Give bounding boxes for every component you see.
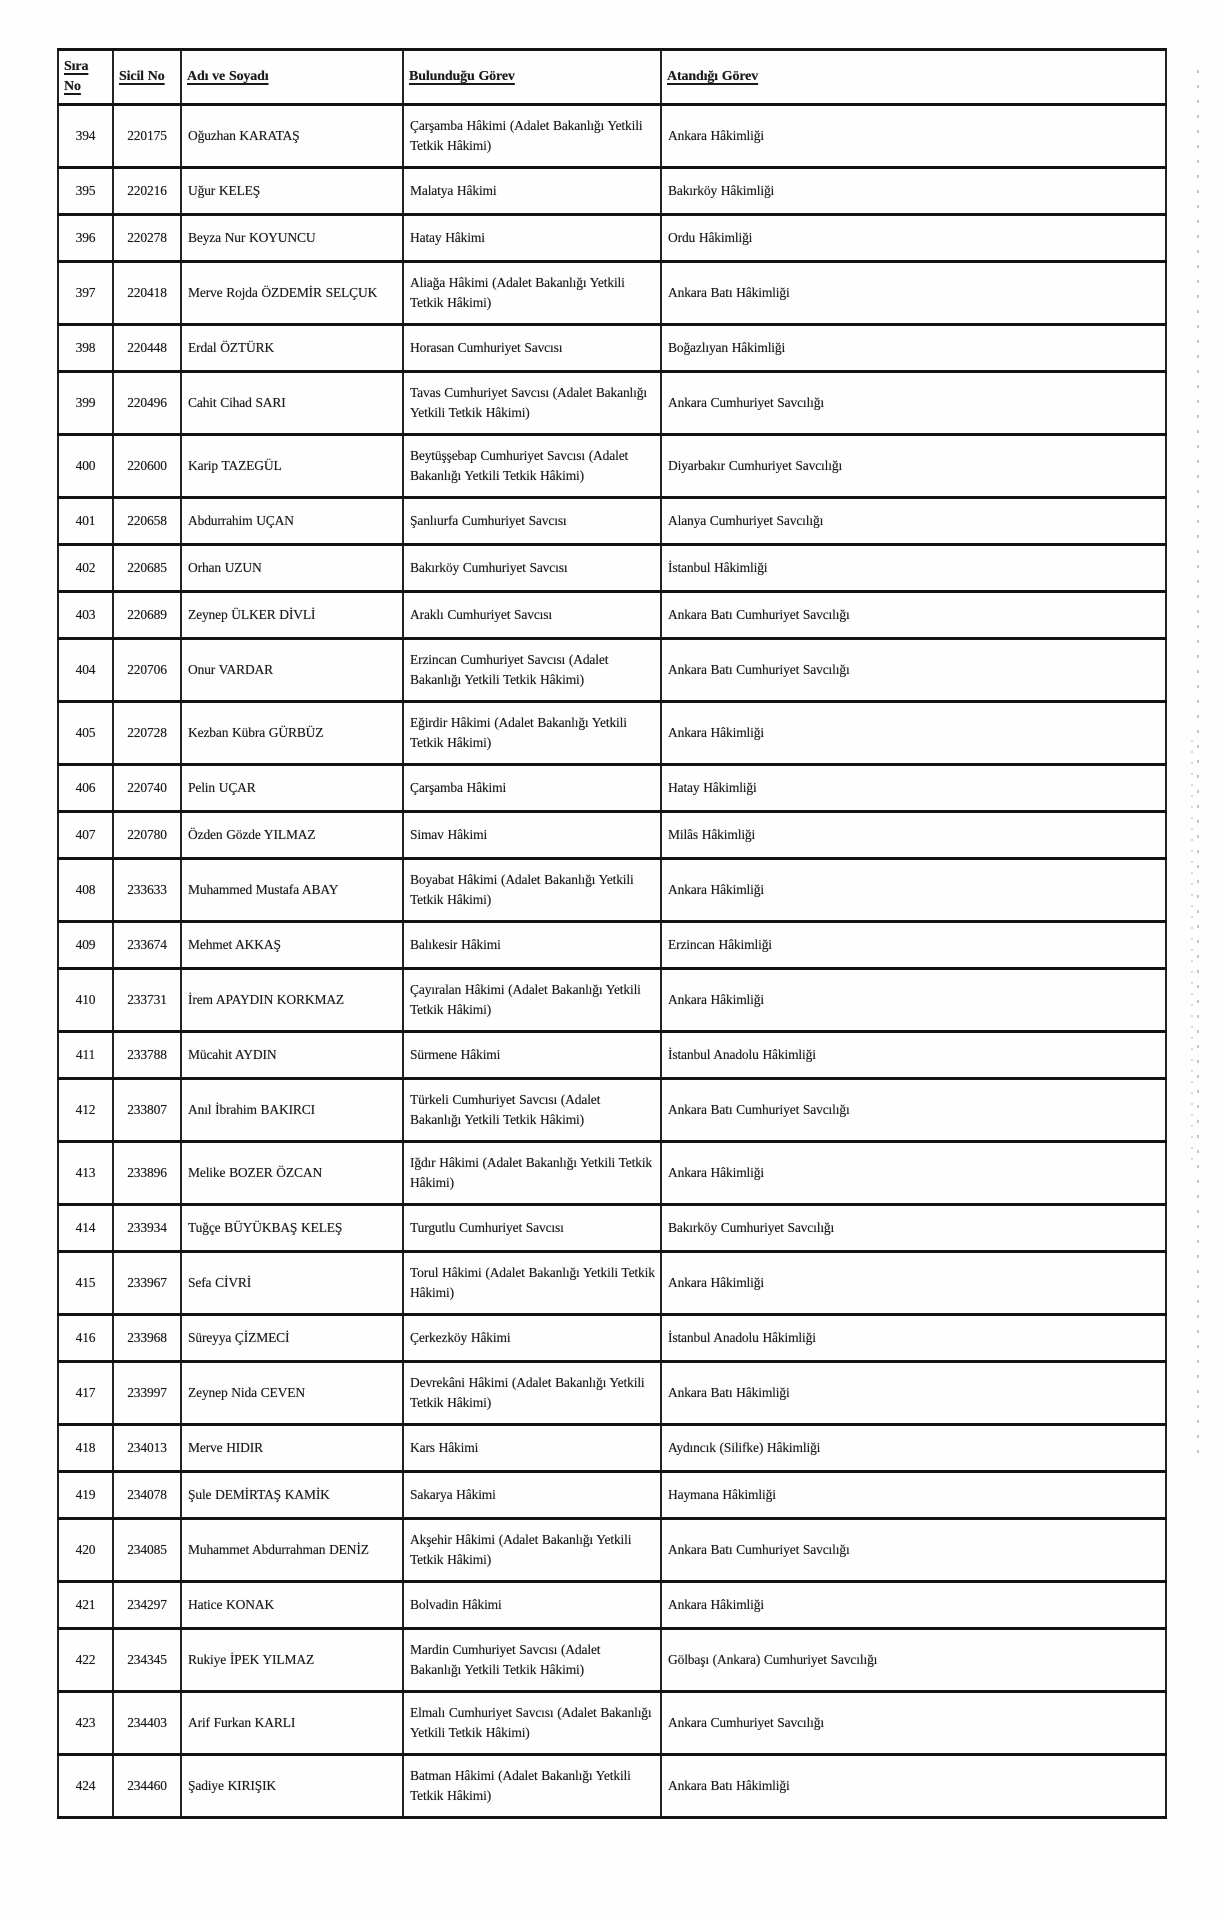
cell-bulundugu-gorev: Batman Hâkimi (Adalet Bakanlığı Yetkili Tetkik Hâkimi) <box>403 1755 661 1818</box>
cell-sira-no: 406 <box>58 765 113 812</box>
cell-adi-ve-soyadi: Süreyya ÇİZMECİ <box>181 1315 403 1362</box>
cell-sira-no: 417 <box>58 1362 113 1425</box>
cell-atandigi-gorev: Ankara Batı Hâkimliği <box>661 1755 1166 1818</box>
cell-atandigi-gorev: İstanbul Anadolu Hâkimliği <box>661 1315 1166 1362</box>
cell-atandigi-gorev: Ankara Batı Cumhuriyet Savcılığı <box>661 1519 1166 1582</box>
table-row <box>58 1692 1166 1755</box>
table-row <box>58 1582 1166 1629</box>
table-row <box>58 1205 1166 1252</box>
cell-atandigi-gorev: Erzincan Hâkimliği <box>661 922 1166 969</box>
cell-sicil-no: 233997 <box>113 1362 181 1425</box>
table-row <box>58 765 1166 812</box>
cell-sira-no: 402 <box>58 545 113 592</box>
cell-sicil-no: 220728 <box>113 702 181 765</box>
cell-sicil-no: 220658 <box>113 498 181 545</box>
cell-adi-ve-soyadi: Tuğçe BÜYÜKBAŞ KELEŞ <box>181 1205 403 1252</box>
cell-sicil-no: 220780 <box>113 812 181 859</box>
cell-bulundugu-gorev: Mardin Cumhuriyet Savcısı (Adalet Bakanlığı Yetkili Tetkik Hâkimi) <box>403 1629 661 1692</box>
cell-adi-ve-soyadi: Pelin UÇAR <box>181 765 403 812</box>
cell-bulundugu-gorev: Devrekâni Hâkimi (Adalet Bakanlığı Yetkili Tetkik Hâkimi) <box>403 1362 661 1425</box>
cell-sicil-no: 234085 <box>113 1519 181 1582</box>
cell-adi-ve-soyadi: Cahit Cihad SARI <box>181 372 403 435</box>
cell-sira-no: 407 <box>58 812 113 859</box>
cell-bulundugu-gorev: Bakırköy Cumhuriyet Savcısı <box>403 545 661 592</box>
cell-bulundugu-gorev: Balıkesir Hâkimi <box>403 922 661 969</box>
cell-atandigi-gorev: Bakırköy Hâkimliği <box>661 168 1166 215</box>
cell-bulundugu-gorev: Horasan Cumhuriyet Savcısı <box>403 325 661 372</box>
cell-bulundugu-gorev: Turgutlu Cumhuriyet Savcısı <box>403 1205 661 1252</box>
cell-sicil-no: 233967 <box>113 1252 181 1315</box>
cell-atandigi-gorev: Boğazlıyan Hâkimliği <box>661 325 1166 372</box>
cell-atandigi-gorev: Hatay Hâkimliği <box>661 765 1166 812</box>
cell-sicil-no: 234078 <box>113 1472 181 1519</box>
cell-bulundugu-gorev: Beytüşşebap Cumhuriyet Savcısı (Adalet Bakanlığı Yetkili Tetkik Hâkimi) <box>403 435 661 498</box>
cell-bulundugu-gorev: Erzincan Cumhuriyet Savcısı (Adalet Bakanlığı Yetkili Tetkik Hâkimi) <box>403 639 661 702</box>
cell-sira-no: 408 <box>58 859 113 922</box>
cell-adi-ve-soyadi: Şule DEMİRTAŞ KAMİK <box>181 1472 403 1519</box>
cell-sicil-no: 234013 <box>113 1425 181 1472</box>
cell-bulundugu-gorev: Hatay Hâkimi <box>403 215 661 262</box>
cell-sicil-no: 220448 <box>113 325 181 372</box>
cell-sicil-no: 233896 <box>113 1142 181 1205</box>
cell-sira-no: 404 <box>58 639 113 702</box>
table-row <box>58 262 1166 325</box>
cell-sira-no: 400 <box>58 435 113 498</box>
table-row <box>58 498 1166 545</box>
table-row <box>58 1079 1166 1142</box>
cell-atandigi-gorev: Ankara Hâkimliği <box>661 702 1166 765</box>
cell-sicil-no: 234460 <box>113 1755 181 1818</box>
cell-adi-ve-soyadi: Anıl İbrahim BAKIRCI <box>181 1079 403 1142</box>
table-row <box>58 702 1166 765</box>
cell-sira-no: 411 <box>58 1032 113 1079</box>
cell-sira-no: 397 <box>58 262 113 325</box>
cell-atandigi-gorev: Ankara Hâkimliği <box>661 1582 1166 1629</box>
cell-sicil-no: 234403 <box>113 1692 181 1755</box>
cell-bulundugu-gorev: Simav Hâkimi <box>403 812 661 859</box>
assignment-table <box>57 48 1167 1819</box>
cell-sira-no: 415 <box>58 1252 113 1315</box>
cell-adi-ve-soyadi: Onur VARDAR <box>181 639 403 702</box>
cell-sicil-no: 220418 <box>113 262 181 325</box>
table-row <box>58 1032 1166 1079</box>
cell-atandigi-gorev: Gölbaşı (Ankara) Cumhuriyet Savcılığı <box>661 1629 1166 1692</box>
cell-sicil-no: 220685 <box>113 545 181 592</box>
cell-sira-no: 405 <box>58 702 113 765</box>
cell-atandigi-gorev: Ankara Cumhuriyet Savcılığı <box>661 372 1166 435</box>
cell-sicil-no: 233788 <box>113 1032 181 1079</box>
cell-sicil-no: 233934 <box>113 1205 181 1252</box>
cell-adi-ve-soyadi: Merve HIDIR <box>181 1425 403 1472</box>
table-row <box>58 215 1166 262</box>
cell-atandigi-gorev: Ankara Hâkimliği <box>661 1252 1166 1315</box>
cell-sicil-no: 220496 <box>113 372 181 435</box>
cell-sira-no: 423 <box>58 1692 113 1755</box>
table-row <box>58 1142 1166 1205</box>
table-header-row <box>58 50 1166 105</box>
cell-adi-ve-soyadi: Şadiye KIRIŞIK <box>181 1755 403 1818</box>
cell-atandigi-gorev: İstanbul Hâkimliği <box>661 545 1166 592</box>
cell-atandigi-gorev: Ankara Hâkimliği <box>661 969 1166 1032</box>
cell-sicil-no: 220216 <box>113 168 181 215</box>
cell-sira-no: 396 <box>58 215 113 262</box>
cell-atandigi-gorev: Aydıncık (Silifke) Hâkimliği <box>661 1425 1166 1472</box>
cell-adi-ve-soyadi: Uğur KELEŞ <box>181 168 403 215</box>
cell-bulundugu-gorev: Boyabat Hâkimi (Adalet Bakanlığı Yetkili Tetkik Hâkimi) <box>403 859 661 922</box>
cell-adi-ve-soyadi: Özden Gözde YILMAZ <box>181 812 403 859</box>
cell-bulundugu-gorev: Sakarya Hâkimi <box>403 1472 661 1519</box>
cell-bulundugu-gorev: Elmalı Cumhuriyet Savcısı (Adalet Bakanlığı Yetkili Tetkik Hâkimi) <box>403 1692 661 1755</box>
cell-bulundugu-gorev: Şanlıurfa Cumhuriyet Savcısı <box>403 498 661 545</box>
cell-bulundugu-gorev: Malatya Hâkimi <box>403 168 661 215</box>
cell-bulundugu-gorev: Iğdır Hâkimi (Adalet Bakanlığı Yetkili Tetkik Hâkimi) <box>403 1142 661 1205</box>
cell-adi-ve-soyadi: Karip TAZEGÜL <box>181 435 403 498</box>
cell-bulundugu-gorev: Çerkezköy Hâkimi <box>403 1315 661 1362</box>
cell-adi-ve-soyadi: Rukiye İPEK YILMAZ <box>181 1629 403 1692</box>
cell-atandigi-gorev: Ankara Batı Hâkimliği <box>661 262 1166 325</box>
cell-sira-no: 398 <box>58 325 113 372</box>
table-row <box>58 1755 1166 1818</box>
cell-bulundugu-gorev: Bolvadin Hâkimi <box>403 1582 661 1629</box>
cell-sira-no: 414 <box>58 1205 113 1252</box>
header-sicil-no: Sicil No <box>113 50 181 105</box>
table-row <box>58 325 1166 372</box>
cell-bulundugu-gorev: Araklı Cumhuriyet Savcısı <box>403 592 661 639</box>
cell-adi-ve-soyadi: Kezban Kübra GÜRBÜZ <box>181 702 403 765</box>
cell-sicil-no: 233807 <box>113 1079 181 1142</box>
cell-sira-no: 394 <box>58 105 113 168</box>
cell-bulundugu-gorev: Çarşamba Hâkimi (Adalet Bakanlığı Yetkili Tetkik Hâkimi) <box>403 105 661 168</box>
cell-sira-no: 395 <box>58 168 113 215</box>
cell-adi-ve-soyadi: Erdal ÖZTÜRK <box>181 325 403 372</box>
cell-adi-ve-soyadi: Zeynep Nida CEVEN <box>181 1362 403 1425</box>
cell-sira-no: 419 <box>58 1472 113 1519</box>
cell-atandigi-gorev: Ankara Batı Cumhuriyet Savcılığı <box>661 1079 1166 1142</box>
cell-sicil-no: 233968 <box>113 1315 181 1362</box>
cell-adi-ve-soyadi: Melike BOZER ÖZCAN <box>181 1142 403 1205</box>
cell-atandigi-gorev: Ankara Cumhuriyet Savcılığı <box>661 1692 1166 1755</box>
table-row <box>58 1472 1166 1519</box>
cell-adi-ve-soyadi: Hatice KONAK <box>181 1582 403 1629</box>
cell-adi-ve-soyadi: Sefa CİVRİ <box>181 1252 403 1315</box>
header-adi-ve-soyadi: Adı ve Soyadı <box>181 50 403 105</box>
table-row <box>58 1519 1166 1582</box>
cell-bulundugu-gorev: Tavas Cumhuriyet Savcısı (Adalet Bakanlığı Yetkili Tetkik Hâkimi) <box>403 372 661 435</box>
cell-sira-no: 410 <box>58 969 113 1032</box>
cell-sira-no: 421 <box>58 1582 113 1629</box>
cell-sicil-no: 220689 <box>113 592 181 639</box>
cell-bulundugu-gorev: Çarşamba Hâkimi <box>403 765 661 812</box>
cell-atandigi-gorev: Haymana Hâkimliği <box>661 1472 1166 1519</box>
table-row <box>58 105 1166 168</box>
cell-atandigi-gorev: Ankara Batı Cumhuriyet Savcılığı <box>661 592 1166 639</box>
cell-adi-ve-soyadi: Arif Furkan KARLI <box>181 1692 403 1755</box>
cell-sira-no: 420 <box>58 1519 113 1582</box>
header-bulundugu-gorev: Bulunduğu Görev <box>403 50 661 105</box>
cell-adi-ve-soyadi: Abdurrahim UÇAN <box>181 498 403 545</box>
cell-sicil-no: 220706 <box>113 639 181 702</box>
table-body <box>58 105 1166 1818</box>
table-row <box>58 1362 1166 1425</box>
cell-sicil-no: 220600 <box>113 435 181 498</box>
cell-bulundugu-gorev: Çayıralan Hâkimi (Adalet Bakanlığı Yetkili Tetkik Hâkimi) <box>403 969 661 1032</box>
table-row <box>58 1252 1166 1315</box>
cell-bulundugu-gorev: Akşehir Hâkimi (Adalet Bakanlığı Yetkili Tetkik Hâkimi) <box>403 1519 661 1582</box>
table-row <box>58 859 1166 922</box>
scan-artifact-dotted-line <box>1197 70 1199 1460</box>
cell-adi-ve-soyadi: Mehmet AKKAŞ <box>181 922 403 969</box>
cell-adi-ve-soyadi: Mücahit AYDIN <box>181 1032 403 1079</box>
table-row <box>58 168 1166 215</box>
table-row <box>58 545 1166 592</box>
cell-atandigi-gorev: İstanbul Anadolu Hâkimliği <box>661 1032 1166 1079</box>
cell-bulundugu-gorev: Aliağa Hâkimi (Adalet Bakanlığı Yetkili Tetkik Hâkimi) <box>403 262 661 325</box>
cell-sira-no: 403 <box>58 592 113 639</box>
cell-adi-ve-soyadi: Orhan UZUN <box>181 545 403 592</box>
table-row <box>58 592 1166 639</box>
table-row <box>58 1315 1166 1362</box>
cell-sira-no: 416 <box>58 1315 113 1362</box>
table-row <box>58 1425 1166 1472</box>
cell-sicil-no: 233731 <box>113 969 181 1032</box>
cell-bulundugu-gorev: Kars Hâkimi <box>403 1425 661 1472</box>
cell-atandigi-gorev: Ankara Batı Cumhuriyet Savcılığı <box>661 639 1166 702</box>
cell-bulundugu-gorev: Türkeli Cumhuriyet Savcısı (Adalet Bakanlığı Yetkili Tetkik Hâkimi) <box>403 1079 661 1142</box>
cell-bulundugu-gorev: Torul Hâkimi (Adalet Bakanlığı Yetkili Tetkik Hâkimi) <box>403 1252 661 1315</box>
cell-sicil-no: 233674 <box>113 922 181 969</box>
cell-sicil-no: 220740 <box>113 765 181 812</box>
cell-adi-ve-soyadi: Beyza Nur KOYUNCU <box>181 215 403 262</box>
cell-sira-no: 422 <box>58 1629 113 1692</box>
cell-sira-no: 413 <box>58 1142 113 1205</box>
cell-adi-ve-soyadi: Merve Rojda ÖZDEMİR SELÇUK <box>181 262 403 325</box>
cell-sicil-no: 220175 <box>113 105 181 168</box>
cell-sira-no: 424 <box>58 1755 113 1818</box>
cell-atandigi-gorev: Bakırköy Cumhuriyet Savcılığı <box>661 1205 1166 1252</box>
cell-bulundugu-gorev: Sürmene Hâkimi <box>403 1032 661 1079</box>
cell-adi-ve-soyadi: Oğuzhan KARATAŞ <box>181 105 403 168</box>
cell-sira-no: 418 <box>58 1425 113 1472</box>
header-sira-no: Sıra No <box>58 50 113 105</box>
cell-adi-ve-soyadi: İrem APAYDIN KORKMAZ <box>181 969 403 1032</box>
table-row <box>58 812 1166 859</box>
table-row <box>58 435 1166 498</box>
cell-atandigi-gorev: Ordu Hâkimliği <box>661 215 1166 262</box>
cell-sicil-no: 234297 <box>113 1582 181 1629</box>
scan-artifact-dotted-line-2 <box>1191 740 1193 1160</box>
cell-sicil-no: 220278 <box>113 215 181 262</box>
cell-atandigi-gorev: Diyarbakır Cumhuriyet Savcılığı <box>661 435 1166 498</box>
cell-atandigi-gorev: Ankara Hâkimliği <box>661 1142 1166 1205</box>
cell-sira-no: 409 <box>58 922 113 969</box>
cell-sira-no: 412 <box>58 1079 113 1142</box>
header-atandigi-gorev: Atandığı Görev <box>661 50 1166 105</box>
table-row <box>58 1629 1166 1692</box>
table-row <box>58 922 1166 969</box>
cell-sira-no: 399 <box>58 372 113 435</box>
cell-sicil-no: 234345 <box>113 1629 181 1692</box>
cell-adi-ve-soyadi: Zeynep ÜLKER DİVLİ <box>181 592 403 639</box>
cell-bulundugu-gorev: Eğirdir Hâkimi (Adalet Bakanlığı Yetkili Tetkik Hâkimi) <box>403 702 661 765</box>
cell-atandigi-gorev: Ankara Hâkimliği <box>661 859 1166 922</box>
cell-adi-ve-soyadi: Muhammet Abdurrahman DENİZ <box>181 1519 403 1582</box>
cell-atandigi-gorev: Milâs Hâkimliği <box>661 812 1166 859</box>
cell-atandigi-gorev: Ankara Batı Hâkimliği <box>661 1362 1166 1425</box>
cell-atandigi-gorev: Ankara Hâkimliği <box>661 105 1166 168</box>
cell-adi-ve-soyadi: Muhammed Mustafa ABAY <box>181 859 403 922</box>
cell-atandigi-gorev: Alanya Cumhuriyet Savcılığı <box>661 498 1166 545</box>
table-row <box>58 372 1166 435</box>
cell-sira-no: 401 <box>58 498 113 545</box>
cell-sicil-no: 233633 <box>113 859 181 922</box>
table-row <box>58 639 1166 702</box>
table-row <box>58 969 1166 1032</box>
